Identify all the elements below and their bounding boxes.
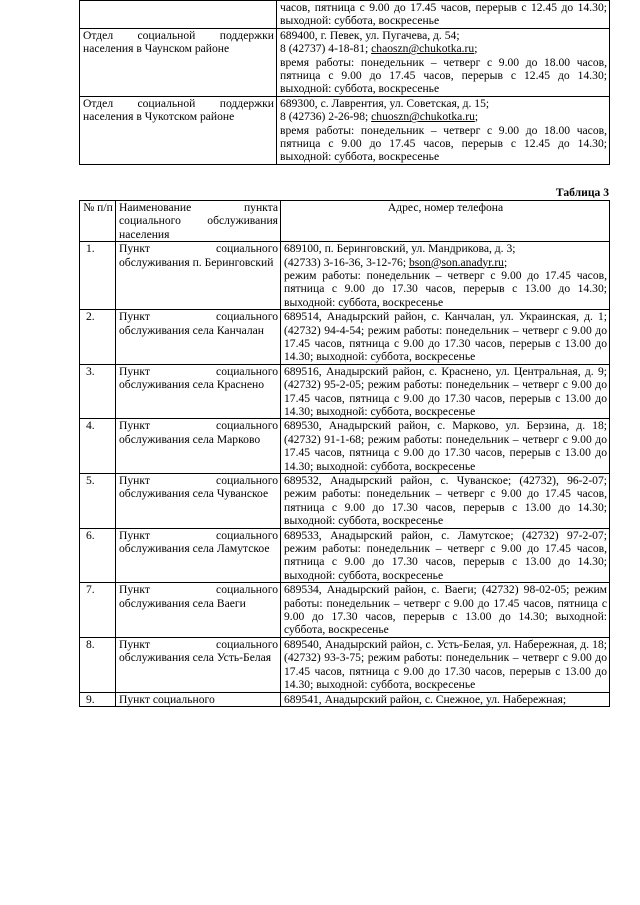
office-phone: 8 (42737) 4-18-81; <box>280 42 369 56</box>
office-hours: время работы: понедельник – четверг с 9.00 до 18.00 часов, пятница с 9.00 до 17.45 часов, перерыв с 12.45 до 14.30; выходной: суббота, воскресенье <box>280 123 607 164</box>
office-address: 689300, с. Лаврентия, ул. Советская, д. 15; <box>280 96 490 110</box>
point-name: Пункт социального обслуживания села Ламутское <box>116 528 281 583</box>
point-phone: (42733) 3-16-36, 3-12-76; <box>284 255 409 269</box>
row-number: 6. <box>80 528 116 583</box>
point-name: Пункт социального обслуживания села Чуванское <box>116 474 281 529</box>
office-address: 689400, г. Певек, ул. Пугачева, д. 54; <box>280 28 460 42</box>
point-name: Пункт социального обслуживания села Краснено <box>116 364 281 419</box>
service-points-table <box>79 200 610 707</box>
table-row <box>80 419 610 474</box>
point-contacts: 689516, Анадырский район, с. Краснено, ул. Центральная, д. 9; (42732) 95-2-05; режим работы: понедельник – четверг с 9.00 до 17.45 часов, пятница с 9.00 до 17.30 часов, перерыв с 13.00 до 14.30; выходной: суббота, воскресенье <box>281 364 610 419</box>
point-contacts: 689534, Анадырский район, с. Ваеги; (42732) 98-02-05; режим работы: понедельник – четверг с 9.00 до 17.45 часов, пятница с 9.00 до 17.30 часов, перерыв с 13.00 до 14.30; выходной: суббота, воскресенье <box>281 583 610 638</box>
point-name: Пункт социального обслуживания села Марково <box>116 419 281 474</box>
row-number: 7. <box>80 583 116 638</box>
point-name: Пункт социального обслуживания п. Беринговский <box>116 242 281 310</box>
row-number: 2. <box>80 310 116 365</box>
header-num: № п/п <box>80 200 116 241</box>
table-row <box>80 28 610 96</box>
document-page <box>79 0 609 707</box>
office-hours: время работы: понедельник – четверг с 9.00 до 18.00 часов, пятница с 9.00 до 17.45 часов, перерыв с 12.45 до 14.30; выходной: суббота, воскресенье <box>280 55 607 96</box>
point-name: Пункт социального обслуживания села Ваеги <box>116 583 281 638</box>
table-caption: Таблица 3 <box>555 185 609 199</box>
table-row <box>80 528 610 583</box>
table-header-row <box>80 200 610 241</box>
point-contacts: 689530, Анадырский район, с. Марково, ул. Берзина, д. 18; (42732) 91-1-68; режим работы: понедельник – четверг с 9.00 до 17.45 часов, пятница с 9.00 до 17.30 часов, перерыв с 13.00 до 14.30; выходной: суббота, воскресенье <box>281 419 610 474</box>
offices-table <box>79 0 610 165</box>
punctuation: ; <box>503 255 508 269</box>
header-address: Адрес, номер телефона <box>281 200 610 241</box>
point-hours: режим работы: понедельник – четверг с 9.00 до 17.45 часов, пятница с 9.00 до 17.30 часов, перерыв с 13.00 до 14.30; выходной: суббота, воскресенье <box>284 268 607 309</box>
table-row <box>80 310 610 365</box>
office-email-link[interactable]: chaoszn@chukotka.ru <box>371 42 475 56</box>
point-name: Пункт социального обслуживания села Канчалан <box>116 310 281 365</box>
punctuation: ; <box>474 42 478 56</box>
table-row <box>80 1 610 29</box>
table-row <box>80 583 610 638</box>
point-contacts: 689514, Анадырский район, с. Канчалан, ул. Украинская, д. 1; (42732) 94-4-54; режим работы: понедельник – четверг с 9.00 до 17.45 часов, пятница с 9.00 до 17.30 часов, перерыв с 13.00 до 14.30; выходной: суббота, воскресенье <box>281 310 610 365</box>
row-number: 8. <box>80 637 116 692</box>
punctuation: ; <box>474 110 479 124</box>
row-number: 1. <box>80 242 116 310</box>
office-contacts-cell: часов, пятница с 9.00 до 17.45 часов, перерыв с 12.45 до 14.30; выходной: суббота, воскресенье <box>277 1 610 29</box>
point-contacts <box>281 242 610 310</box>
office-contacts-cell <box>277 96 610 164</box>
office-name-cell: Отдел социальной поддержки населения в Чукотском районе <box>80 96 277 164</box>
table-row <box>80 692 610 706</box>
point-name: Пункт социального <box>116 692 281 706</box>
office-contacts-cell <box>277 28 610 96</box>
table-row <box>80 364 610 419</box>
point-contacts: 689540, Анадырский район, с. Усть-Белая, ул. Набережная, д. 18; (42732) 93-3-75; режим работы: понедельник – четверг с 9.00 до 17.45 часов, пятница с 9.00 до 17.30 часов, перерыв с 13.00 до 14.30; выходной: суббота, воскресенье <box>281 637 610 692</box>
office-phone: 8 (42736) 2-26-98; <box>280 110 369 124</box>
row-number: 5. <box>80 474 116 529</box>
point-contacts: 689541, Анадырский район, с. Снежное, ул. Набережная; <box>281 692 610 706</box>
office-name-cell <box>80 1 277 29</box>
row-number: 4. <box>80 419 116 474</box>
header-name: Наименование пункта социального обслуживания населения <box>116 200 281 241</box>
table-row <box>80 637 610 692</box>
point-address: 689100, п. Беринговский, ул. Мандрикова, д. 3; <box>284 242 516 256</box>
row-number: 9. <box>80 692 116 706</box>
office-email-link[interactable]: chuoszn@chukotka.ru <box>371 110 475 124</box>
point-contacts: 689533, Анадырский район, с. Ламутское; (42732) 97-2-07; режим работы: понедельник – четверг с 9.00 до 17.45 часов, пятница с 9.00 до 17.30 часов, перерыв с 13.00 до 14.30; выходной: суббота, воскресенье <box>281 528 610 583</box>
row-number: 3. <box>80 364 116 419</box>
point-email-link[interactable]: bson@son.anadyr.ru <box>408 255 504 269</box>
table-row <box>80 242 610 310</box>
table-row <box>80 474 610 529</box>
office-name-cell: Отдел социальной поддержки населения в Чаунском районе <box>80 28 277 96</box>
point-contacts: 689532, Анадырский район, с. Чуванское; (42732), 96-2-07; режим работы: понедельник – четверг с 9.00 до 17.45 часов, пятница с 9.00 до 17.30 часов, перерыв с 13.00 до 14.30; выходной: суббота, воскресенье <box>281 474 610 529</box>
point-name: Пункт социального обслуживания села Усть-Белая <box>116 637 281 692</box>
table-row <box>80 96 610 164</box>
